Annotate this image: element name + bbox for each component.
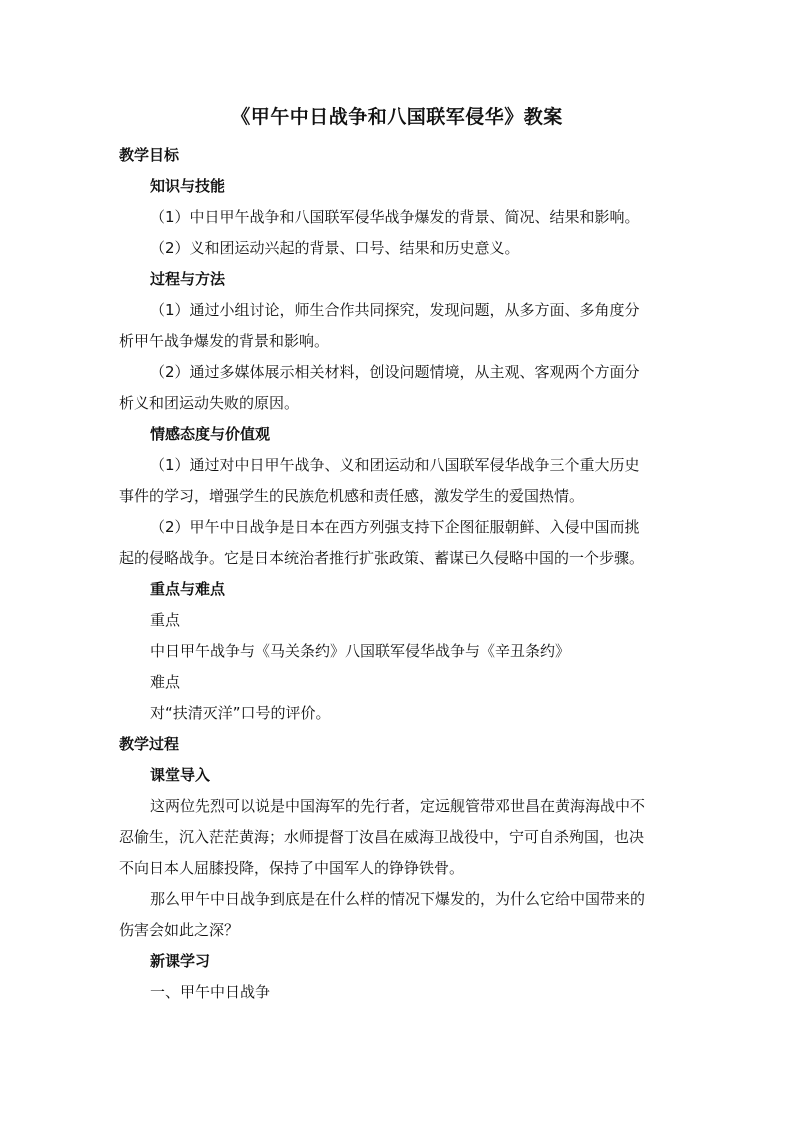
subheading-process-methods: 过程与方法 [150, 270, 226, 288]
paragraph-line: 伤害会如此之深？ [119, 921, 240, 939]
paragraph-line: 这两位先烈可以说是中国海军的先行者，定远舰管带邓世昌在黄海海战中不 [150, 797, 646, 815]
paragraph-line: 事件的学习，增强学生的民族危机感和责任感，激发学生的爱国热情。 [119, 487, 585, 505]
label-key-point: 重点 [150, 611, 181, 629]
heading-teaching-process: 教学过程 [119, 735, 180, 753]
subheading-emotion-values: 情感态度与价值观 [150, 425, 271, 443]
paragraph-line: （1）中日甲午战争和八国联军侵华战争爆发的背景、简况、结果和影响。 [150, 208, 640, 226]
document-title: 《甲午中日战争和八国联军侵华》教案 [231, 106, 563, 128]
paragraph-line: 不向日本人屈膝投降，保持了中国军人的铮铮铁骨。 [119, 859, 465, 877]
subheading-new-lesson: 新课学习 [150, 952, 211, 970]
label-difficult-point: 难点 [150, 673, 181, 691]
paragraph-line: （1）通过对中日甲午战争、义和团运动和八国联军侵华战争三个重大历史 [150, 456, 640, 474]
paragraph-line: （2）通过多媒体展示相关材料，创设问题情境，从主观、客观两个方面分 [150, 363, 640, 381]
paragraph-line: （1）通过小组讨论，师生合作共同探究，发现问题，从多方面、多角度分 [150, 301, 640, 319]
paragraph-line: 析甲午战争爆发的背景和影响。 [119, 332, 330, 350]
heading-teaching-objectives: 教学目标 [119, 146, 180, 164]
paragraph-line: 起的侵略战争。它是日本统治者推行扩张政策、蓄谋已久侵略中国的一个步骤。 [119, 549, 645, 567]
paragraph-line: 那么甲午中日战争到底是在什么样的情况下爆发的，为什么它给中国带来的 [150, 890, 646, 908]
subheading-key-difficult-points: 重点与难点 [150, 580, 226, 598]
subheading-class-introduction: 课堂导入 [150, 766, 211, 784]
paragraph-line: （2）甲午中日战争是日本在西方列强支持下企图征服朝鲜、入侵中国而挑 [150, 518, 640, 536]
paragraph-line: （2）义和团运动兴起的背景、口号、结果和历史意义。 [150, 239, 520, 257]
paragraph-line: 忍偷生，沉入茫茫黄海；水师提督丁汝昌在威海卫战役中，宁可自杀殉国，也决 [119, 828, 645, 846]
paragraph-line: 对“扶清灭洋”口号的评价。 [150, 704, 331, 722]
subheading-knowledge-skills: 知识与技能 [150, 177, 226, 195]
paragraph-line: 析义和团运动失败的原因。 [119, 394, 300, 412]
paragraph-line: 中日甲午战争与《马关条约》八国联军侵华战争与《辛丑条约》 [150, 642, 571, 660]
section-heading-first-sino-japanese-war: 一、甲午中日战争 [150, 983, 271, 1001]
